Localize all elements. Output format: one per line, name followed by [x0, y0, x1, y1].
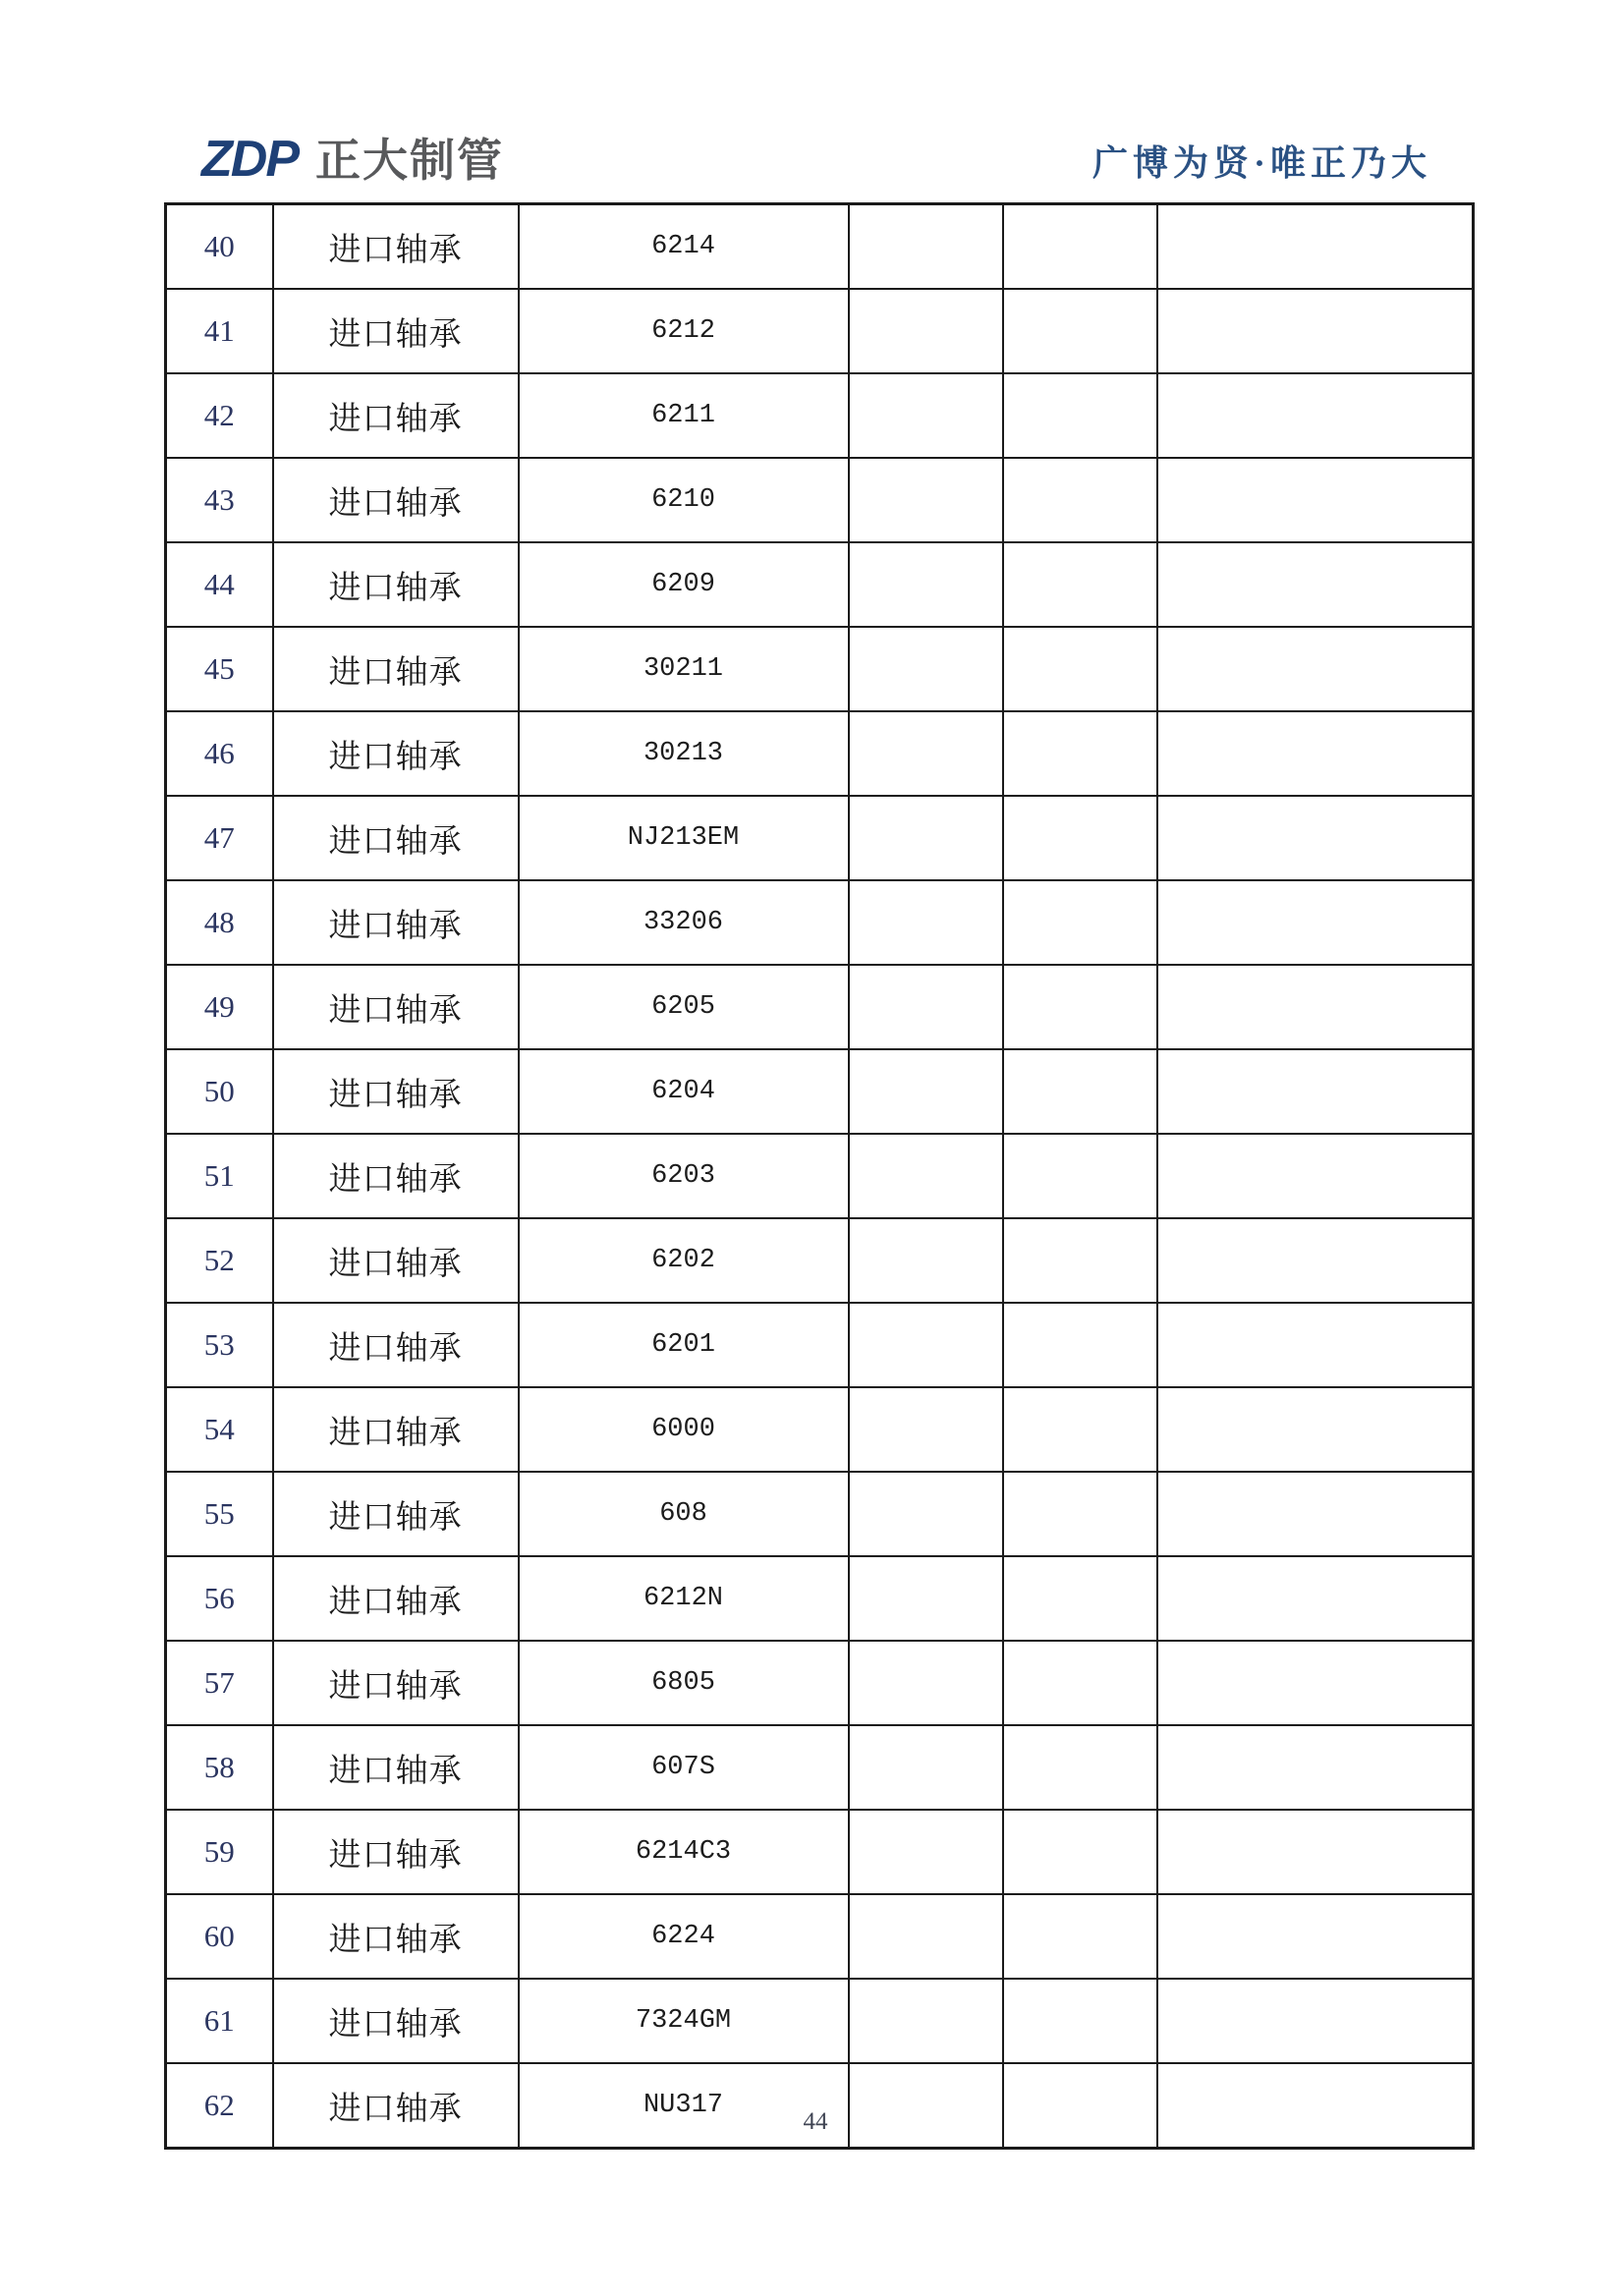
category-cell: 进口轴承 [273, 1134, 519, 1218]
empty-cell [849, 542, 1003, 627]
category-cell: 进口轴承 [273, 1894, 519, 1979]
empty-cell [849, 1218, 1003, 1303]
parts-table-body [166, 204, 1474, 2149]
empty-cell [849, 880, 1003, 965]
empty-cell [1157, 880, 1474, 965]
empty-cell [1157, 1725, 1474, 1810]
model-cell: 607S [519, 1725, 849, 1810]
table-row [166, 1556, 1474, 1641]
category-cell: 进口轴承 [273, 373, 519, 458]
row-number-cell: 41 [166, 289, 273, 373]
table-row [166, 1894, 1474, 1979]
empty-cell [1003, 458, 1157, 542]
empty-cell [1157, 1218, 1474, 1303]
company-slogan: 广博为贤·唯正乃大 [1091, 143, 1431, 183]
empty-cell [1157, 627, 1474, 711]
table-row [166, 1725, 1474, 1810]
model-cell: 6203 [519, 1134, 849, 1218]
row-number-cell: 46 [166, 711, 273, 796]
model-cell: 6210 [519, 458, 849, 542]
empty-cell [1003, 204, 1157, 290]
empty-cell [1003, 880, 1157, 965]
empty-cell [1003, 1641, 1157, 1725]
empty-cell [1003, 627, 1157, 711]
empty-cell [849, 1049, 1003, 1134]
parts-table [164, 202, 1475, 2150]
row-number-cell: 48 [166, 880, 273, 965]
empty-cell [849, 373, 1003, 458]
empty-cell [1157, 542, 1474, 627]
model-cell: 6224 [519, 1894, 849, 1979]
page-header [0, 0, 1623, 202]
empty-cell [1157, 1472, 1474, 1556]
category-cell: 进口轴承 [273, 1049, 519, 1134]
empty-cell [1157, 1387, 1474, 1472]
empty-cell [1003, 711, 1157, 796]
row-number-cell: 45 [166, 627, 273, 711]
empty-cell [849, 1725, 1003, 1810]
table-row [166, 1218, 1474, 1303]
row-number-cell: 62 [166, 2063, 273, 2149]
page-number: 44 [803, 2108, 828, 2135]
empty-cell [1003, 796, 1157, 880]
model-cell: 6212N [519, 1556, 849, 1641]
category-cell: 进口轴承 [273, 204, 519, 290]
table-row [166, 1641, 1474, 1725]
empty-cell [1157, 1641, 1474, 1725]
table-row [166, 1810, 1474, 1894]
row-number-cell: 59 [166, 1810, 273, 1894]
empty-cell [1157, 1049, 1474, 1134]
model-cell: 30213 [519, 711, 849, 796]
row-number-cell: 55 [166, 1472, 273, 1556]
empty-cell [1003, 289, 1157, 373]
empty-cell [849, 1641, 1003, 1725]
empty-cell [1157, 1303, 1474, 1387]
table-row [166, 373, 1474, 458]
empty-cell [849, 796, 1003, 880]
model-cell: NU317 [519, 2063, 849, 2149]
category-cell: 进口轴承 [273, 627, 519, 711]
empty-cell [849, 1894, 1003, 1979]
empty-cell [849, 1979, 1003, 2063]
category-cell: 进口轴承 [273, 2063, 519, 2149]
empty-cell [1157, 965, 1474, 1049]
empty-cell [1157, 289, 1474, 373]
category-cell: 进口轴承 [273, 1472, 519, 1556]
table-row [166, 204, 1474, 290]
empty-cell [1157, 711, 1474, 796]
row-number-cell: 56 [166, 1556, 273, 1641]
category-cell: 进口轴承 [273, 1810, 519, 1894]
empty-cell [1003, 965, 1157, 1049]
empty-cell [849, 711, 1003, 796]
empty-cell [1157, 796, 1474, 880]
row-number-cell: 42 [166, 373, 273, 458]
empty-cell [1003, 1134, 1157, 1218]
empty-cell [849, 458, 1003, 542]
table-row [166, 880, 1474, 965]
row-number-cell: 57 [166, 1641, 273, 1725]
table-row [166, 627, 1474, 711]
empty-cell [849, 1556, 1003, 1641]
row-number-cell: 61 [166, 1979, 273, 2063]
table-row [166, 1979, 1474, 2063]
row-number-cell: 50 [166, 1049, 273, 1134]
row-number-cell: 54 [166, 1387, 273, 1472]
table-row [166, 1387, 1474, 1472]
row-number-cell: 44 [166, 542, 273, 627]
empty-cell [849, 1303, 1003, 1387]
company-name: 正大制管 [315, 135, 504, 186]
category-cell: 进口轴承 [273, 1303, 519, 1387]
row-number-cell: 52 [166, 1218, 273, 1303]
category-cell: 进口轴承 [273, 1218, 519, 1303]
empty-cell [849, 627, 1003, 711]
model-cell: 6212 [519, 289, 849, 373]
model-cell: 6805 [519, 1641, 849, 1725]
empty-cell [1003, 1049, 1157, 1134]
table-row [166, 542, 1474, 627]
table-row [166, 458, 1474, 542]
empty-cell [849, 1387, 1003, 1472]
model-cell: 6202 [519, 1218, 849, 1303]
table-row [166, 965, 1474, 1049]
empty-cell [1003, 1810, 1157, 1894]
table-row [166, 289, 1474, 373]
table-row [166, 1303, 1474, 1387]
table-row [166, 1472, 1474, 1556]
empty-cell [1003, 1979, 1157, 2063]
empty-cell [1157, 204, 1474, 290]
row-number-cell: 51 [166, 1134, 273, 1218]
table-row [166, 1049, 1474, 1134]
zdp-logo-icon: ZDP [201, 131, 298, 188]
empty-cell [1157, 1810, 1474, 1894]
model-cell: 6211 [519, 373, 849, 458]
model-cell: 608 [519, 1472, 849, 1556]
table-row [166, 1134, 1474, 1218]
row-number-cell: 43 [166, 458, 273, 542]
category-cell: 进口轴承 [273, 1641, 519, 1725]
category-cell: 进口轴承 [273, 711, 519, 796]
model-cell: 7324GM [519, 1979, 849, 2063]
category-cell: 进口轴承 [273, 542, 519, 627]
category-cell: 进口轴承 [273, 965, 519, 1049]
empty-cell [1157, 458, 1474, 542]
empty-cell [1003, 1387, 1157, 1472]
empty-cell [1003, 1725, 1157, 1810]
model-cell: 6209 [519, 542, 849, 627]
empty-cell [1003, 542, 1157, 627]
row-number-cell: 53 [166, 1303, 273, 1387]
row-number-cell: 49 [166, 965, 273, 1049]
empty-cell [1157, 1894, 1474, 1979]
empty-cell [1157, 373, 1474, 458]
empty-cell [1003, 373, 1157, 458]
empty-cell [849, 1134, 1003, 1218]
model-cell: 6214C3 [519, 1810, 849, 1894]
empty-cell [849, 1810, 1003, 1894]
category-cell: 进口轴承 [273, 1387, 519, 1472]
table-row [166, 711, 1474, 796]
empty-cell [849, 204, 1003, 290]
model-cell: 6204 [519, 1049, 849, 1134]
empty-cell [1003, 1894, 1157, 1979]
model-cell: 6000 [519, 1387, 849, 1472]
model-cell: 6201 [519, 1303, 849, 1387]
category-cell: 进口轴承 [273, 796, 519, 880]
row-number-cell: 40 [166, 204, 273, 290]
empty-cell [1003, 1218, 1157, 1303]
model-cell: 30211 [519, 627, 849, 711]
category-cell: 进口轴承 [273, 458, 519, 542]
category-cell: 进口轴承 [273, 1725, 519, 1810]
empty-cell [1157, 1979, 1474, 2063]
category-cell: 进口轴承 [273, 1556, 519, 1641]
category-cell: 进口轴承 [273, 289, 519, 373]
empty-cell [849, 289, 1003, 373]
category-cell: 进口轴承 [273, 1979, 519, 2063]
company-logo [201, 131, 504, 188]
empty-cell [849, 965, 1003, 1049]
model-cell: 33206 [519, 880, 849, 965]
model-cell: 6214 [519, 204, 849, 290]
empty-cell [1157, 1556, 1474, 1641]
empty-cell [849, 1472, 1003, 1556]
row-number-cell: 58 [166, 1725, 273, 1810]
model-cell: NJ213EM [519, 796, 849, 880]
row-number-cell: 60 [166, 1894, 273, 1979]
model-cell: 6205 [519, 965, 849, 1049]
empty-cell [1003, 1472, 1157, 1556]
row-number-cell: 47 [166, 796, 273, 880]
empty-cell [1003, 1303, 1157, 1387]
empty-cell [1003, 1556, 1157, 1641]
category-cell: 进口轴承 [273, 880, 519, 965]
empty-cell [1157, 1134, 1474, 1218]
table-row [166, 796, 1474, 880]
